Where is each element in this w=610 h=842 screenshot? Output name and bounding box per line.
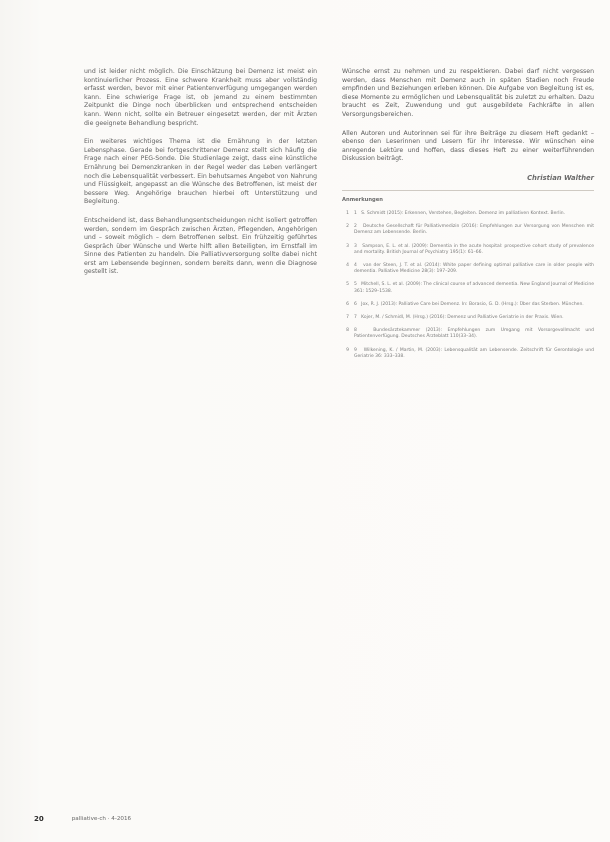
notes-heading: Anmerkungen <box>342 196 383 203</box>
paragraph: Entscheidend ist, dass Behandlungsentscheidungen nicht isoliert getroffen werden, sondern im Gespräch zwischen Ärzten, Pflegenden, Angehörigen und – soweit möglich – dem Betroffenen selbst. Ein frühzeitig geführtes Gespräch über Wünsche und Werte hilft allen Beteiligten, im Ernstfall im Sinne des Patienten zu handeln. Die Palliativversorgung sollte dabei nicht erst am Lebensende beginnen, sondern bereits dann, wenn die Diagnose gestellt ist. <box>84 216 319 276</box>
footnote <box>342 302 594 308</box>
footnote-text: 9 Wilkening, K. / Martin, M. (2003): Lebensqualität am Lebensende. Zeitschrift für Gerontologie und Geriatrie 36: 333–338. <box>354 347 596 359</box>
footnote-number: 3 <box>346 243 349 249</box>
footnote-text: 2 Deutsche Gesellschaft für Palliativmedizin (2016): Empfehlungen zur Versorgung von Menschen mit Demenz am Lebensende. Berlin. <box>354 224 596 236</box>
footnote-text: 5 Mitchell, S. L. et al. (2009): The clinical course of advanced dementia. New England Journal of Medicine 361: 1529–1538. <box>354 282 596 294</box>
footnote-number: 6 <box>346 301 349 307</box>
footnote <box>342 224 594 236</box>
footnotes <box>342 211 594 360</box>
footnote-text: 3 Sampson, E. L. et al. (2009): Dementia in the acute hospital: prospective cohort study of prevalence and mortality. British Journal of Psychiatry 195(1): 61–66. <box>354 243 596 255</box>
footnote-number: 5 <box>346 282 349 288</box>
footnote <box>342 211 594 217</box>
paragraph: Wünsche ernst zu nehmen und zu respektieren. Dabei darf nicht vergessen werden, dass Menschen mit Demenz auch in späten Stadien noch Freude empfinden und Beziehungen erleben können. Die Aufgabe von Begleitung ist es, diese Momente zu ermöglichen und Lebensqualität bis zuletzt zu erhalten. Dazu braucht es Zeit, Zuwendung und gut ausgebildete Fachkräfte in allen Versorgungsbereichen. <box>342 68 596 118</box>
footnote-number: 8 <box>346 328 349 334</box>
page-number: 20 <box>34 815 44 823</box>
page-footer <box>34 812 576 826</box>
paragraph: Ein weiteres wichtiges Thema ist die Ernährung in der letzten Lebensphase. Gerade bei fortgeschrittener Demenz stellt sich häufig die Frage nach einer PEG-Sonde. Die Studienlage zeigt, dass eine künstliche Ernährung bei Demenzkranken in der Regel weder das Leben verlängert noch die Lebensqualität verbessert. Ein behutsames Angebot von Nahrung und Flüssigkeit, angepasst an die Wünsche des Betroffenen, ist meist der bessere Weg. Angehörige brauchen hierbei oft Unterstützung und Begleitung. <box>84 138 319 206</box>
footnote <box>342 348 594 360</box>
right-column <box>342 68 594 802</box>
left-column <box>84 68 317 802</box>
paragraph: und ist leider nicht möglich. Die Einschätzung bei Demenz ist meist ein kontinuierlicher Prozess. Eine schwere Krankheit muss aber vollständig erfasst werden, bevor mit einer Patientenverfügung umgegangen werden kann. Eine schwierige Frage ist, ob jemand zu einem bestimmten Zeitpunkt die Dinge noch überblicken und entsprechend entscheiden kann. Wenn nicht, sollte ein Betreuer eingesetzt werden, der mit Ärzten die geeignete Behandlung bespricht. <box>84 68 319 127</box>
footnote-number: 9 <box>346 347 349 353</box>
paragraph: Allen Autoren und Autorinnen sei für ihre Beiträge zu diesem Heft gedankt – ebenso den Leserinnen und Lesern für ihr Interesse. Wir wünschen eine anregende Lektüre und hoffen, dass dieses Heft zu einer weiterführenden Diskussion beiträgt. <box>342 129 596 163</box>
footnote-text: 6 Jox, R. J. (2013): Palliative Care bei Demenz. In: Borasio, G. D. (Hrsg.): Über das Sterben. München. <box>354 301 584 307</box>
footnote <box>342 263 594 275</box>
section-divider <box>342 190 594 191</box>
footnote <box>342 328 594 340</box>
footnote <box>342 244 594 256</box>
journal-name: palliative-ch · 4-2016 <box>71 816 132 822</box>
footnote-number: 2 <box>346 224 349 230</box>
footnote <box>342 315 594 321</box>
author-signature: Christian Walther <box>527 173 594 182</box>
footnote <box>342 282 594 294</box>
footnote-number: 1 <box>346 210 349 216</box>
footnote-text: 4 van der Steen, J. T. et al. (2014): White paper defining optimal palliative care in older people with dementia. Palliative Medicine 28(3): 197–209. <box>354 262 596 275</box>
footnote-text: 8 Bundesärztekammer (2013): Empfehlungen zum Umgang mit Vorsorgevollmacht und Patientenverfügung. Deutsches Ärzteblatt 110(33–34). <box>354 328 596 340</box>
footnote-number: 4 <box>346 262 349 268</box>
footnote-number: 7 <box>346 314 349 320</box>
footnote-text: 7 Kojer, M. / Schmidl, M. (Hrsg.) (2016): Demenz und Palliative Geriatrie in der Praxis. Wien. <box>354 314 564 320</box>
footnote-text: 1 S. Schmidt (2015): Erkennen, Verstehen, Begleiten. Demenz im palliativen Kontext. Berlin. <box>354 210 566 216</box>
